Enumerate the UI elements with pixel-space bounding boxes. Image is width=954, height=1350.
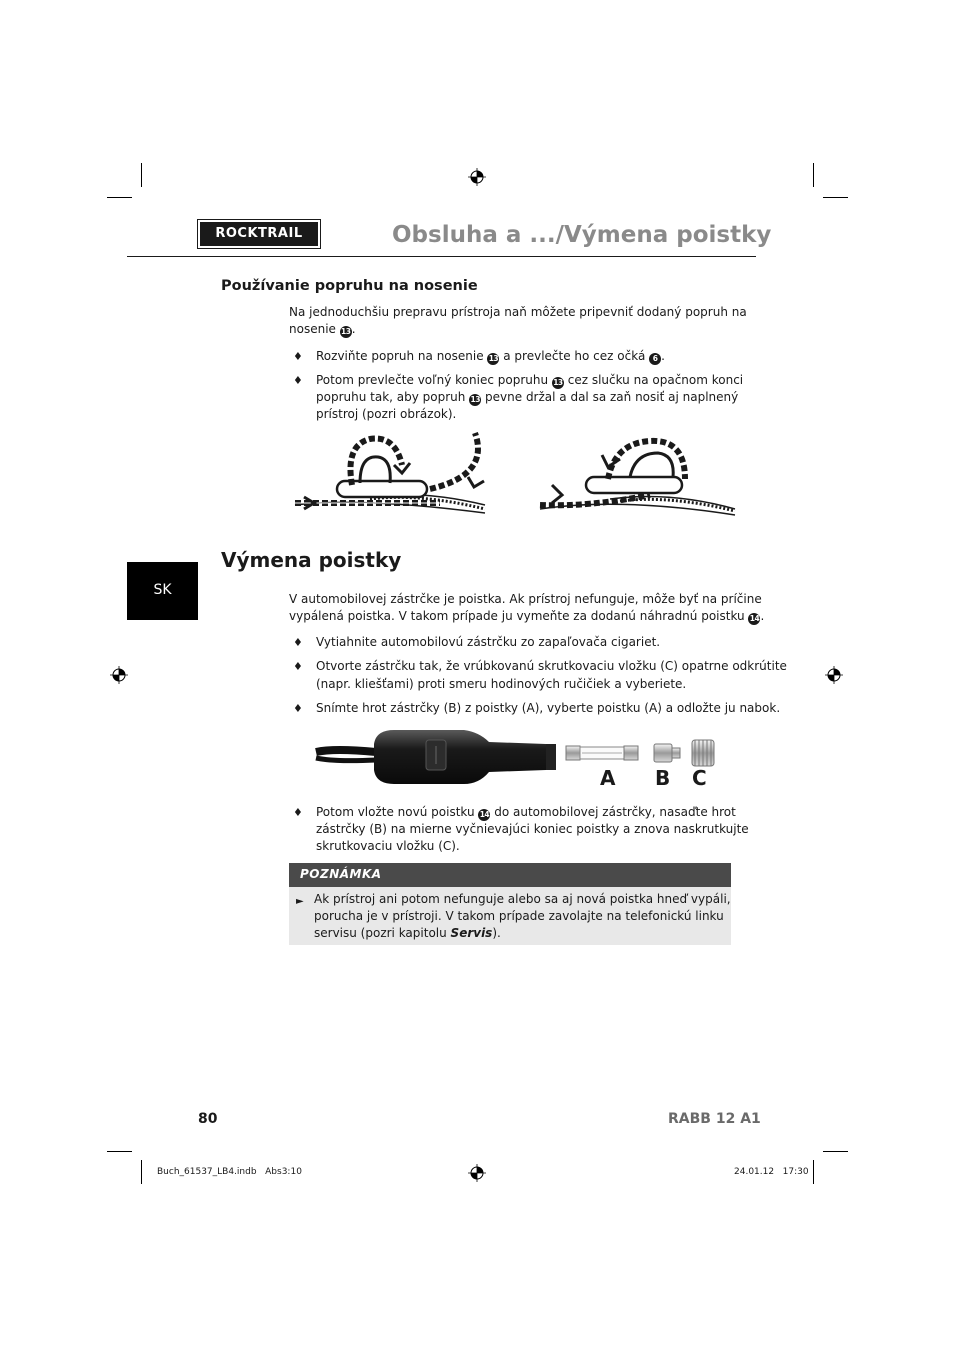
fuse-step-3: Snímte hrot zástrčky (B) z poistky (A), vyberte poistku (A) a odložte ju nabok. xyxy=(316,701,781,715)
strap-illustration xyxy=(290,425,740,520)
fuse-intro-line2: vypálená poistka. V takom prípade ju vymeňte za dodanú náhradnú poistku 14. xyxy=(289,609,765,623)
marker-6-icon: 6 xyxy=(649,353,661,365)
marker-14-icon: 14 xyxy=(479,810,490,819)
strap-intro-line2: nosenie 13. xyxy=(289,322,356,336)
strap-step-2-line2: popruhu tak, aby popruh 13 pevne držal a dal sa zaň nosiť aj naplnený xyxy=(316,390,739,404)
fuse-step-1: Vytiahnite automobilovú zástrčku zo zapaľovača cigariet. xyxy=(316,635,661,649)
crop-mark xyxy=(813,163,814,187)
service-chapter-ref: Servis xyxy=(450,926,493,940)
strap-intro-line1: Na jednoduchšiu prepravu prístroja naň môžete pripevniť dodaný popruh na xyxy=(289,305,747,319)
strap-step-2-line3: prístroj (pozri obrázok). xyxy=(316,407,457,421)
registration-mark-icon xyxy=(468,168,486,186)
section-heading-strap: Používanie popruhu na nosenie xyxy=(221,278,478,294)
note-line3: servisu (pozri kapitolu Servis). xyxy=(314,926,501,940)
crop-mark xyxy=(813,1160,814,1184)
language-tab-label: SK xyxy=(153,582,172,598)
crop-mark xyxy=(107,1151,132,1152)
model-number: RABB 12 A1 xyxy=(668,1111,761,1127)
fuse-step-4-line2: zástrčky (B) na mierne vyčnievajúci koniec poistky a znova naskrutkujte xyxy=(316,822,749,836)
page-number: 80 xyxy=(198,1111,218,1127)
registration-mark-icon xyxy=(110,666,128,684)
note-line1: Ak prístroj ani potom nefunguje alebo sa aj nová poistka hneď vypáli, xyxy=(314,892,731,906)
registration-mark-icon xyxy=(468,1164,486,1182)
bullet-icon: ♦ xyxy=(293,660,303,673)
marker-13-icon: 13 xyxy=(488,354,499,363)
arrow-right-icon: ► xyxy=(296,896,304,907)
marker-13-icon: 13 xyxy=(553,378,563,387)
page-title: Obsluha a .../Výmena poistky xyxy=(392,222,772,248)
bullet-icon: ♦ xyxy=(293,702,303,715)
fuse-step-4-line3: skrutkovaciu vložku (C). xyxy=(316,839,460,853)
fuse-step-2-line1: Otvorte zástrčku tak, že vrúbkovanú skrutkovaciu vložku (C) opatrne odkrútite xyxy=(316,659,787,673)
strap-step-2-line1: Potom prevlečte voľný koniec popruhu 13 cez slučku na opačnom konci xyxy=(316,373,744,387)
registration-mark-icon xyxy=(825,666,843,684)
bullet-icon: ♦ xyxy=(293,636,303,649)
crop-mark xyxy=(823,1151,848,1152)
fuse-step-2-line2: (napr. kliešťami) proti smeru hodinových ručičiek a vyberiete. xyxy=(316,677,687,691)
note-line2: porucha je v prístroji. V takom prípade zavolajte na telefonickú linku xyxy=(314,909,724,923)
marker-13-icon: 13 xyxy=(470,395,480,404)
print-file-info: Buch_61537_LB4.indb Abs3:10 xyxy=(157,1167,302,1177)
bullet-icon: ♦ xyxy=(293,374,303,387)
fuse-intro-line1: V automobilovej zástrčke je poistka. Ak prístroj nefunguje, môže byť na príčine xyxy=(289,592,762,606)
print-date-info: 24.01.12 17:30 xyxy=(734,1167,809,1177)
marker-14-icon: 14 xyxy=(749,614,760,623)
marker-13-icon: 13 xyxy=(341,327,351,336)
bullet-icon: ♦ xyxy=(293,350,303,363)
note-heading: POZNÁMKA xyxy=(300,867,382,881)
fuse-label-b: B xyxy=(655,766,671,790)
crop-mark xyxy=(141,1160,142,1184)
crop-mark xyxy=(107,197,132,198)
fuse-step-4-line1: Potom vložte novú poistku 14 do automobilovej zástrčky, nasaďte hrot xyxy=(316,805,736,819)
header-divider xyxy=(127,256,756,257)
section-heading-fuse: Výmena poistky xyxy=(221,548,402,572)
strap-step-1: Rozviňte popruh na nosenie 13 a prevlečte ho cez očká 6 . xyxy=(316,349,665,363)
fuse-label-c: C xyxy=(692,766,707,790)
fuse-label-a: A xyxy=(600,766,616,790)
crop-mark xyxy=(141,163,142,187)
bullet-icon: ♦ xyxy=(293,806,303,819)
brand-logo: ROCKTRAIL xyxy=(198,220,320,248)
crop-mark xyxy=(823,197,848,198)
